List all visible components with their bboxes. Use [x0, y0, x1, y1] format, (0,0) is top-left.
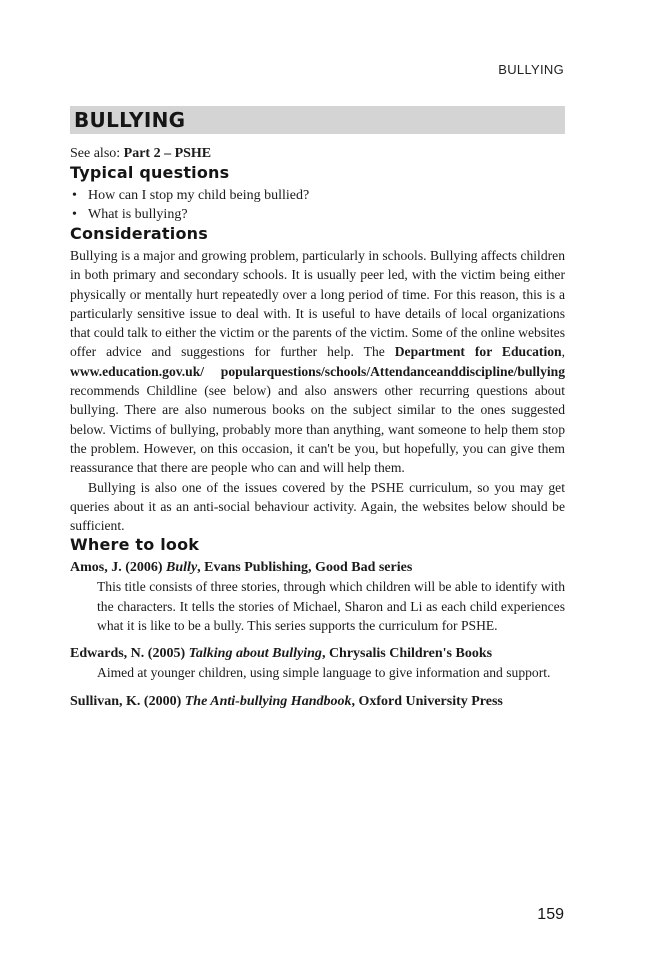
department-name: Department for Education: [394, 344, 562, 360]
typical-questions-heading: Typical questions: [70, 163, 230, 182]
publisher: , Oxford University Press: [351, 693, 503, 709]
list-item: [70, 205, 565, 224]
book-entry: [70, 644, 565, 682]
separator-text: ,: [561, 344, 565, 360]
paragraph-text: recommends Childline (see below) and also answers other recurring questions about bullying. There are also numerous books on the subject similar to the ones suggested below. Victims of bullying, probably more than anything, want someone to help them stop the problem. However, on this occasion, it can't be you, but hopefully, you can give them reassurance that there are people who can and will help them.: [70, 383, 565, 476]
book-entry: [70, 692, 565, 711]
website-url: www.education.gov.uk/ popularquestions/schools/Attendanceanddiscipline/bullying: [70, 363, 565, 379]
where-to-look-heading: Where to look: [70, 535, 200, 555]
question-text: What is bullying?: [88, 207, 188, 222]
book-description: Aimed at younger children, using simple language to give information and support.: [97, 665, 551, 681]
book-citation: [70, 692, 565, 711]
paragraph-text: Bullying is a major and growing problem, particularly in schools. Bullying affects children in both primary and secondary schools. It is usually peer led, with the victim being either physically or mentally hurt repeatedly over a long period of time. For this reason, this is a particularly sensitive issue to deal with. It is useful to have details of local organizations that could talk to either the victim or the parents of the victim. Some of the online websites offer advice and suggestions for further help. The: [70, 248, 565, 360]
see-also-reference: Part 2 – PSHE: [123, 146, 212, 161]
bullet-icon: •: [72, 207, 77, 222]
typical-questions-list: [70, 186, 565, 224]
author-year: Sullivan, K. (2000): [70, 693, 185, 709]
book-entry: [70, 558, 565, 635]
publisher: , Evans Publishing, Good Bad series: [197, 560, 413, 576]
considerations-heading: Considerations: [70, 224, 208, 243]
book-title: Bully: [166, 560, 198, 576]
running-head: BULLYING: [498, 62, 564, 77]
author-year: Amos, J. (2006): [70, 560, 167, 576]
page-number: 159: [537, 906, 564, 923]
chapter-title: BULLYING: [74, 108, 186, 132]
book-citation: [70, 644, 565, 663]
see-also-line: [70, 145, 565, 163]
chapter-title-bar: [70, 106, 565, 134]
author-year: Edwards, N. (2005): [70, 646, 189, 662]
question-text: How can I stop my child being bullied?: [88, 188, 310, 203]
publisher: , Chrysalis Children's Books: [321, 646, 493, 662]
see-also-prefix: See also:: [70, 146, 124, 161]
list-item: [70, 186, 565, 205]
page-content: [70, 106, 565, 711]
considerations-paragraph-2: Bullying is also one of the issues covered by the PSHE curriculum, so you may get queries about it as an anti-social behaviour activity. Again, the websites below should be sufficient.: [70, 479, 565, 534]
book-title: Talking about Bullying: [188, 646, 322, 662]
book-citation: [70, 558, 565, 577]
bullet-icon: •: [72, 188, 77, 203]
considerations-paragraph-1: [70, 246, 565, 478]
book-description: This title consists of three stories, through which children will be able to identify with the characters. It tells the stories of Michael, Sharon and Li as each child experiences what it is like to be a bully. This series supports the curriculum for PSHE.: [97, 579, 565, 634]
book-title: The Anti-bullying Handbook: [184, 693, 352, 709]
